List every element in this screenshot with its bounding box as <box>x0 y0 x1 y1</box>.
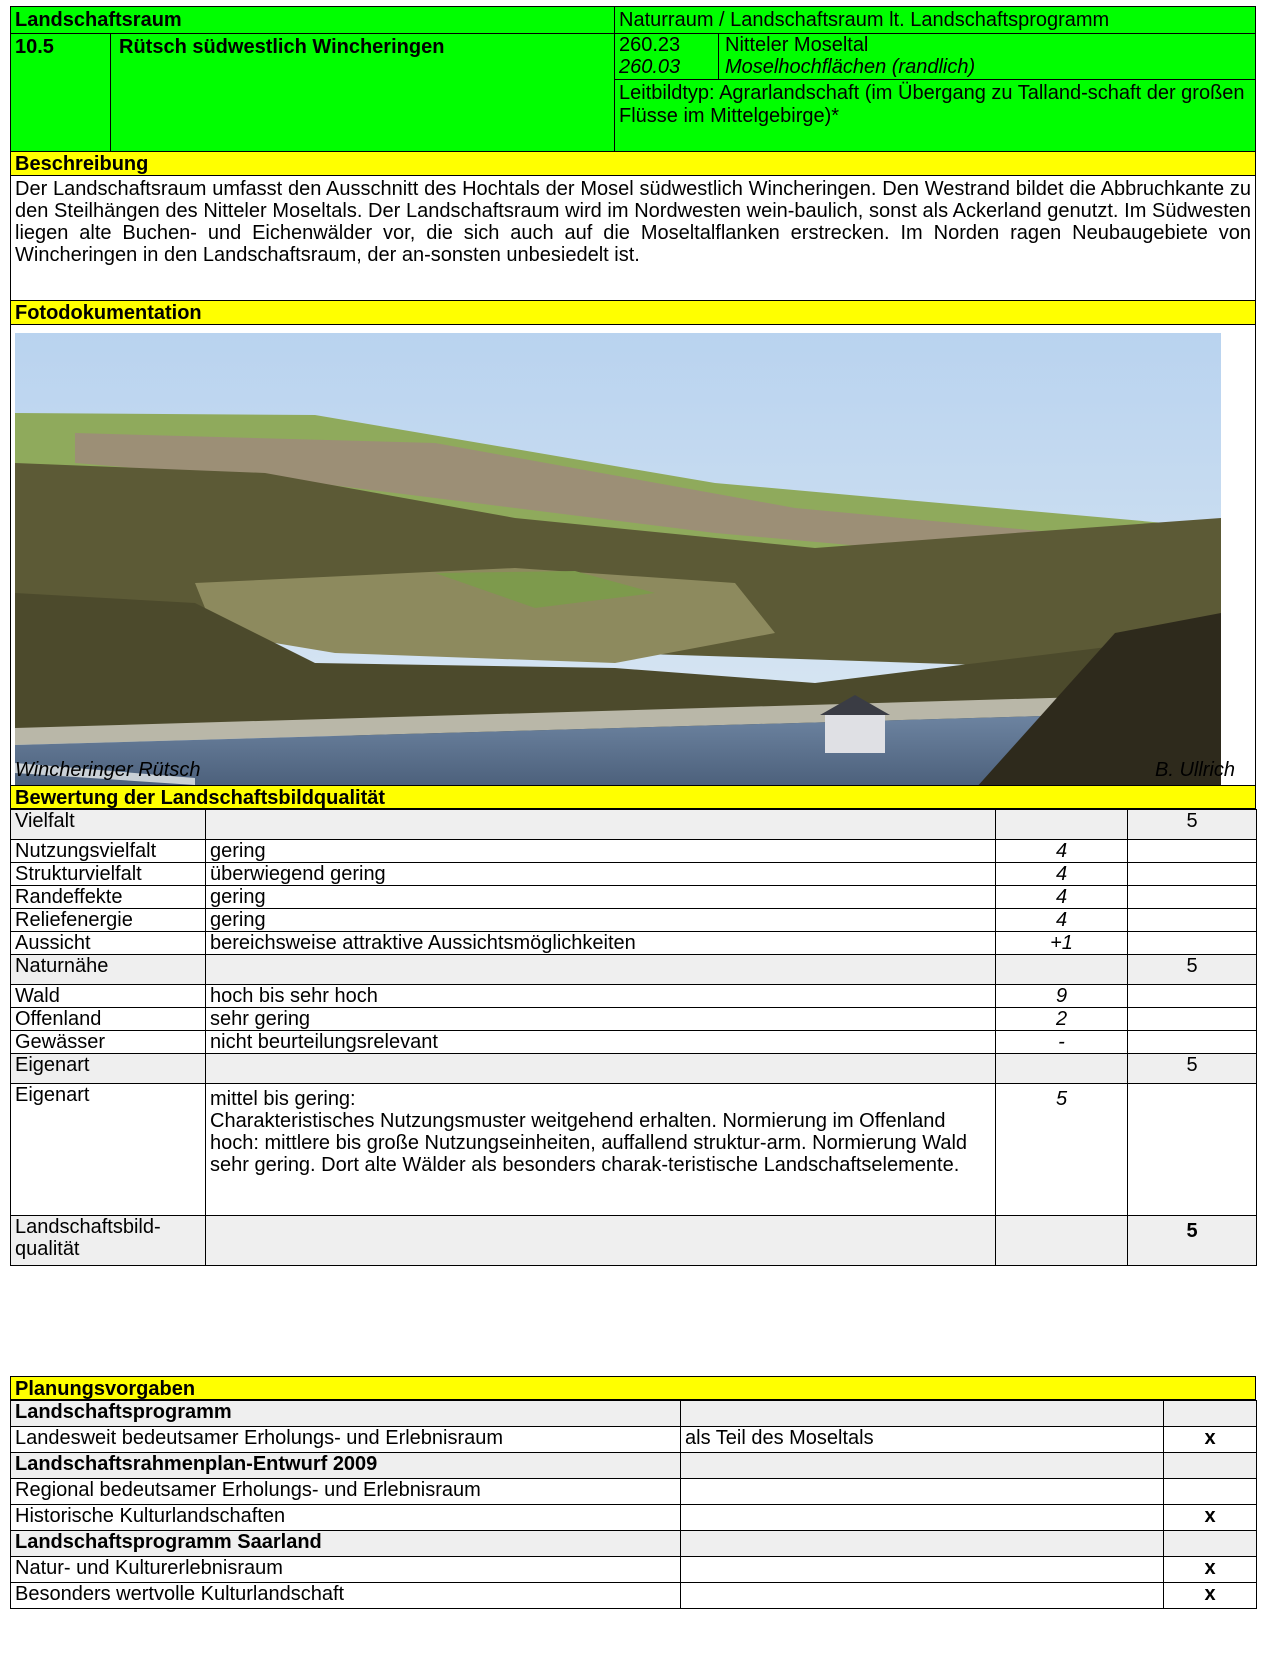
bewertung-table <box>10 809 1257 1266</box>
criterion-row <box>11 1008 1257 1031</box>
naturraum-code-1: 260.23 <box>619 34 681 56</box>
plan-row-label: Natur- und Kulturerlebnisraum <box>11 1557 681 1583</box>
criterion-description: sehr gering <box>206 1008 996 1031</box>
gesamt-description <box>206 1216 996 1266</box>
eigenart-description <box>206 1084 996 1216</box>
naturraum-name-2: Moselhochflächen (randlich) <box>725 56 976 78</box>
gesamt-score <box>996 1216 1128 1266</box>
bewertung-table-wrap <box>10 809 1257 1266</box>
criterion-label: Eigenart <box>11 1054 206 1084</box>
eigenart-label: Eigenart <box>11 1084 206 1216</box>
criterion-total <box>1128 985 1257 1008</box>
section-foto-title: Fotodokumentation <box>10 301 1256 325</box>
plan-section-note <box>681 1453 1164 1479</box>
plan-row-note <box>681 1505 1164 1531</box>
criterion-label: Wald <box>11 985 206 1008</box>
header-block <box>10 6 1256 152</box>
criterion-label: Vielfalt <box>11 810 206 840</box>
criterion-row <box>11 886 1257 909</box>
criterion-row <box>11 985 1257 1008</box>
planung-table-wrap <box>10 1400 1257 1609</box>
criterion-label: Naturnähe <box>11 955 206 985</box>
criterion-score <box>996 1054 1128 1084</box>
plan-row-note <box>681 1479 1164 1505</box>
criterion-score: 9 <box>996 985 1128 1008</box>
criterion-total: 5 <box>1128 810 1257 840</box>
criterion-description: gering <box>206 909 996 932</box>
criterion-group-row <box>11 955 1257 985</box>
planung-table <box>10 1400 1257 1609</box>
criterion-row <box>11 1031 1257 1054</box>
naturraum-names <box>719 34 1255 80</box>
plan-row-mark: x <box>1164 1427 1257 1453</box>
criterion-row <box>11 932 1257 955</box>
criterion-score: 2 <box>996 1008 1128 1031</box>
criterion-score <box>996 955 1128 985</box>
naturraum-name-1: Nitteler Moseltal <box>725 34 869 56</box>
plan-row <box>11 1557 1257 1583</box>
criterion-total <box>1128 932 1257 955</box>
criterion-label: Randeffekte <box>11 886 206 909</box>
plan-row-note <box>681 1557 1164 1583</box>
plan-row <box>11 1427 1257 1453</box>
eigenart-desc-head: mittel bis gering: <box>210 1088 356 1110</box>
criterion-total <box>1128 863 1257 886</box>
gesamt-row <box>11 1216 1257 1266</box>
criterion-row <box>11 863 1257 886</box>
criterion-description: gering <box>206 886 996 909</box>
criterion-total <box>1128 840 1257 863</box>
criterion-score <box>996 810 1128 840</box>
plan-row-mark: x <box>1164 1557 1257 1583</box>
criterion-total <box>1128 1031 1257 1054</box>
plan-row-label: Besonders wertvolle Kulturlandschaft <box>11 1583 681 1609</box>
criterion-description: gering <box>206 840 996 863</box>
plan-row-note <box>681 1583 1164 1609</box>
criterion-description <box>206 955 996 985</box>
criterion-row <box>11 909 1257 932</box>
leitbildtyp: Leitbildtyp: Agrarlandschaft (im Übergang zu Talland-schaft der großen Flüsse im Mittelgebirge)* <box>619 82 1245 127</box>
section-bewertung-title: Bewertung der Landschaftsbildqualität <box>10 785 1256 809</box>
criterion-row <box>11 840 1257 863</box>
plan-row <box>11 1583 1257 1609</box>
criterion-total: 5 <box>1128 955 1257 985</box>
criterion-label: Strukturvielfalt <box>11 863 206 886</box>
area-name: Rütsch südwestlich Wincheringen <box>111 34 615 151</box>
criterion-label: Reliefenergie <box>11 909 206 932</box>
plan-section-row <box>11 1401 1257 1427</box>
photo-frame <box>10 325 1256 785</box>
eigenart-total <box>1128 1084 1257 1216</box>
landscape-sheet <box>10 6 1256 1605</box>
criterion-score: 4 <box>996 863 1128 886</box>
header-right-title: Naturraum / Landschaftsraum lt. Landschaftsprogramm <box>615 7 1255 34</box>
criterion-description: nicht beurteilungsrelevant <box>206 1031 996 1054</box>
criterion-label: Gewässer <box>11 1031 206 1054</box>
section-beschreibung-title: Beschreibung <box>10 152 1256 176</box>
plan-row <box>11 1505 1257 1531</box>
plan-section-row <box>11 1453 1257 1479</box>
plan-row-mark: x <box>1164 1505 1257 1531</box>
criterion-description: überwiegend gering <box>206 863 996 886</box>
criterion-label: Nutzungsvielfalt <box>11 840 206 863</box>
plan-section-head: Landschaftsrahmenplan-Entwurf 2009 <box>11 1453 681 1479</box>
plan-row-mark: x <box>1164 1583 1257 1609</box>
naturraum-code-2: 260.03 <box>619 56 681 78</box>
naturraum-codes <box>615 34 719 80</box>
plan-row-label: Regional bedeutsamer Erholungs- und Erlebnisraum <box>11 1479 681 1505</box>
photo-caption: Wincheringer Rütsch <box>15 759 201 781</box>
criterion-description <box>206 810 996 840</box>
beschreibung-text: Der Landschaftsraum umfasst den Ausschnitt des Hochtals der Mosel südwestlich Wincheringen. Den Westrand bildet die Abbruchkante zu den Steilhängen des Nitteler Moseltals. Der Landschaftsraum wird im Nordwesten wein-baulich, sonst als Ackerland genutzt. Im Südwesten liegen alte Buchen- und Eichenwälder vor, die sich auch auf die Moseltalflanken erstrecken. Im Norden ragen Neubaugebiete von Wincheringen in den Landschaftsraum, der an-sonsten unbesiedelt ist. <box>10 176 1256 301</box>
area-number: 10.5 <box>11 34 111 151</box>
criterion-score: +1 <box>996 932 1128 955</box>
plan-section-mark <box>1164 1531 1257 1557</box>
plan-section-head: Landschaftsprogramm <box>11 1401 681 1427</box>
criterion-label: Aussicht <box>11 932 206 955</box>
criterion-label: Offenland <box>11 1008 206 1031</box>
eigenart-desc-body: Charakteristisches Nutzungsmuster weitgehend erhalten. Normierung im Offenland hoch: mittlere bis große Nutzungseinheiten, auffallend struktur-arm. Normierung Wald sehr gering. Dort alte Wälder als besonders charak-teristische Landschaftselemente. <box>210 1110 968 1176</box>
plan-section-note <box>681 1401 1164 1427</box>
eigenart-detail-row <box>11 1084 1257 1216</box>
landscape-photo <box>15 333 1221 789</box>
criterion-description: hoch bis sehr hoch <box>206 985 996 1008</box>
criterion-group-row <box>11 810 1257 840</box>
plan-row-note: als Teil des Moseltals <box>681 1427 1164 1453</box>
gesamt-label: Landschaftsbild-qualität <box>11 1216 206 1266</box>
plan-row <box>11 1479 1257 1505</box>
criterion-total <box>1128 1008 1257 1031</box>
criterion-description <box>206 1054 996 1084</box>
criterion-description: bereichsweise attraktive Aussichtsmöglichkeiten <box>206 932 996 955</box>
plan-section-head: Landschaftsprogramm Saarland <box>11 1531 681 1557</box>
plan-row-mark <box>1164 1479 1257 1505</box>
plan-section-row <box>11 1531 1257 1557</box>
plan-row-label: Landesweit bedeutsamer Erholungs- und Erlebnisraum <box>11 1427 681 1453</box>
criterion-total: 5 <box>1128 1054 1257 1084</box>
eigenart-score: 5 <box>996 1084 1128 1216</box>
header-left-title: Landschaftsraum <box>11 7 615 34</box>
plan-row-label: Historische Kulturlandschaften <box>11 1505 681 1531</box>
criterion-score: 4 <box>996 886 1128 909</box>
gesamt-total: 5 <box>1128 1216 1257 1266</box>
criterion-score: - <box>996 1031 1128 1054</box>
criterion-group-row <box>11 1054 1257 1084</box>
criterion-total <box>1128 909 1257 932</box>
photo-credit: B. Ullrich <box>1154 759 1235 781</box>
plan-section-mark <box>1164 1401 1257 1427</box>
criterion-total <box>1128 886 1257 909</box>
criterion-score: 4 <box>996 840 1128 863</box>
plan-section-mark <box>1164 1453 1257 1479</box>
criterion-score: 4 <box>996 909 1128 932</box>
section-planung-title: Planungsvorgaben <box>10 1376 1256 1400</box>
plan-section-note <box>681 1531 1164 1557</box>
